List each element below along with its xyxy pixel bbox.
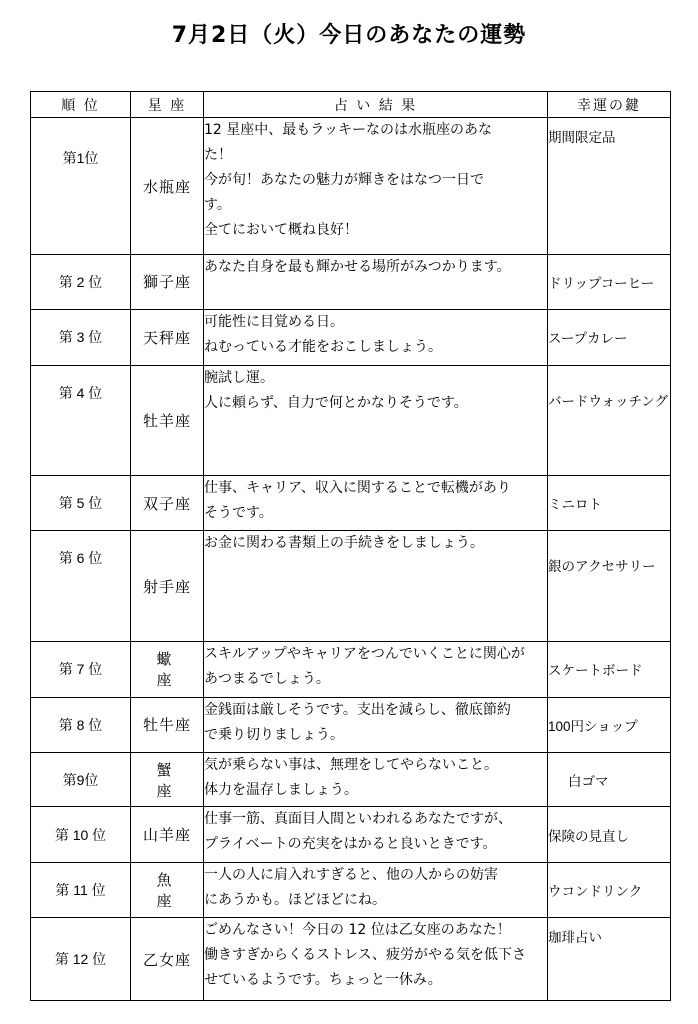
sign-cell: 乙女座 (131, 918, 204, 1001)
result-line: せているようです。ちょっと一休み。 (204, 972, 442, 989)
key-cell: バードウォッチング (548, 365, 671, 475)
sign-cell: 牡牛座 (131, 697, 204, 752)
result-line: 金銭面は厳しそうです。支出を減らし、徹底節約 (204, 701, 511, 718)
result-cell (204, 807, 548, 862)
result-line: あなた自身を最も輝かせる場所がみつかります。 (204, 259, 511, 276)
result-line: あつまるでしょう。 (204, 671, 330, 688)
result-line: プライベートの充実をはかると良いときです。 (204, 836, 497, 853)
sign-cell: 双子座 (131, 475, 204, 530)
sign-cell: 蟹 座 (131, 752, 204, 806)
sign-cell: 天秤座 (131, 309, 204, 365)
result-line: 仕事、キャリア、収入に関することで転機があり (204, 479, 511, 496)
rank-cell: 第 3 位 (31, 309, 131, 365)
header-rank: 順 位 (31, 92, 131, 118)
result-cell (204, 752, 548, 806)
result-line: す。 (204, 197, 231, 213)
result-line: 体力を温存しましょう。 (204, 781, 358, 798)
header-row (31, 92, 671, 118)
result-cell (204, 531, 548, 642)
result-line: にあうかも。ほどほどにね。 (204, 891, 386, 908)
sign-cell: 牡羊座 (131, 365, 204, 475)
table-row (31, 752, 671, 806)
fortune-table (30, 91, 671, 1001)
result-line: 気が乗らない事は、無理をしてやらないこと。 (204, 756, 498, 773)
result-line: そうです。 (204, 504, 273, 521)
key-cell: スープカレー (548, 309, 671, 365)
key-cell: 保険の見直し (548, 807, 671, 862)
result-cell (204, 642, 548, 697)
table-row (31, 918, 671, 1001)
header-key: 幸運の鍵 (548, 92, 671, 118)
key-cell: 100円ショップ (548, 697, 671, 752)
rank-cell: 第 8 位 (31, 697, 131, 752)
sign-cell: 山羊座 (131, 807, 204, 862)
result-line: た！ (204, 147, 232, 163)
rank-cell: 第1位 (31, 118, 131, 255)
header-sign: 星 座 (131, 92, 204, 118)
key-cell: 銀のアクセサリー (548, 531, 671, 642)
result-line: スキルアップやキャリアをつんでいくことに関心が (204, 646, 525, 663)
key-cell: 珈琲占い (548, 918, 671, 1001)
table-row (31, 807, 671, 862)
table-row (31, 475, 671, 530)
rank-cell: 第 7 位 (31, 642, 131, 697)
result-cell (204, 862, 548, 917)
table-row (31, 309, 671, 365)
rank-cell: 第 11 位 (31, 862, 131, 917)
result-line: 全てにおいて概ね良好！ (204, 222, 358, 238)
table-row (31, 255, 671, 309)
result-line: 可能性に目覚める日。 (204, 313, 344, 330)
result-line: ごめんなさい！今日の 12 位は乙女座のあなた！ (204, 922, 511, 939)
rank-cell: 第 4 位 (31, 365, 131, 475)
result-cell (204, 118, 548, 255)
key-cell: ウコンドリンク (548, 862, 671, 917)
result-line: 仕事一筋、真面目人間といわれるあなたですが、 (204, 811, 512, 828)
rank-cell: 第 5 位 (31, 475, 131, 530)
key-cell: ミニロト (548, 475, 671, 530)
result-line: 働きすぎからくるストレス、疲労がやる気を低下さ (204, 947, 526, 964)
result-line: 人に頼らず、自力で何とかなりそうです。 (204, 394, 468, 411)
result-cell (204, 365, 548, 475)
header-result: 占 い 結 果 (204, 92, 548, 118)
sign-cell: 獅子座 (131, 255, 204, 309)
sign-cell: 射手座 (131, 531, 204, 642)
result-cell (204, 475, 548, 530)
rank-cell: 第 2 位 (31, 255, 131, 309)
result-line: ねむっている才能をおこしましょう。 (204, 338, 442, 355)
result-cell (204, 309, 548, 365)
sign-cell: 魚 座 (131, 862, 204, 917)
result-line: 12 星座中、最もラッキーなのは水瓶座のあな (204, 122, 492, 138)
table-row (31, 862, 671, 917)
key-cell: 期間限定品 (548, 118, 671, 255)
result-cell (204, 697, 548, 752)
sign-cell: 水瓶座 (131, 118, 204, 255)
result-cell (204, 255, 548, 309)
result-line: 腕試し運。 (204, 369, 274, 386)
key-cell: 白ゴマ (548, 752, 671, 806)
result-line: 一人の人に肩入れすぎると、他の人からの妨害 (204, 866, 498, 883)
rank-cell: 第 10 位 (31, 807, 131, 862)
table-row (31, 118, 671, 255)
rank-cell: 第 6 位 (31, 531, 131, 642)
rank-cell: 第 12 位 (31, 918, 131, 1001)
table-row (31, 531, 671, 642)
result-line: 今が旬！あなたの魅力が輝きをはなつ一日で (204, 172, 484, 188)
rank-cell: 第9位 (31, 752, 131, 806)
key-cell: スケートボード (548, 642, 671, 697)
sign-cell: 蠍 座 (131, 642, 204, 697)
table-row (31, 697, 671, 752)
result-cell (204, 918, 548, 1001)
table-row (31, 642, 671, 697)
result-line: で乗り切りましょう。 (204, 726, 344, 743)
key-cell: ドリップコーヒー (548, 255, 671, 309)
result-line: お金に関わる書類上の手続きをしましょう。 (204, 535, 484, 552)
table-row (31, 365, 671, 475)
page-title: 7月2日（火）今日のあなたの運勢 (171, 23, 527, 48)
